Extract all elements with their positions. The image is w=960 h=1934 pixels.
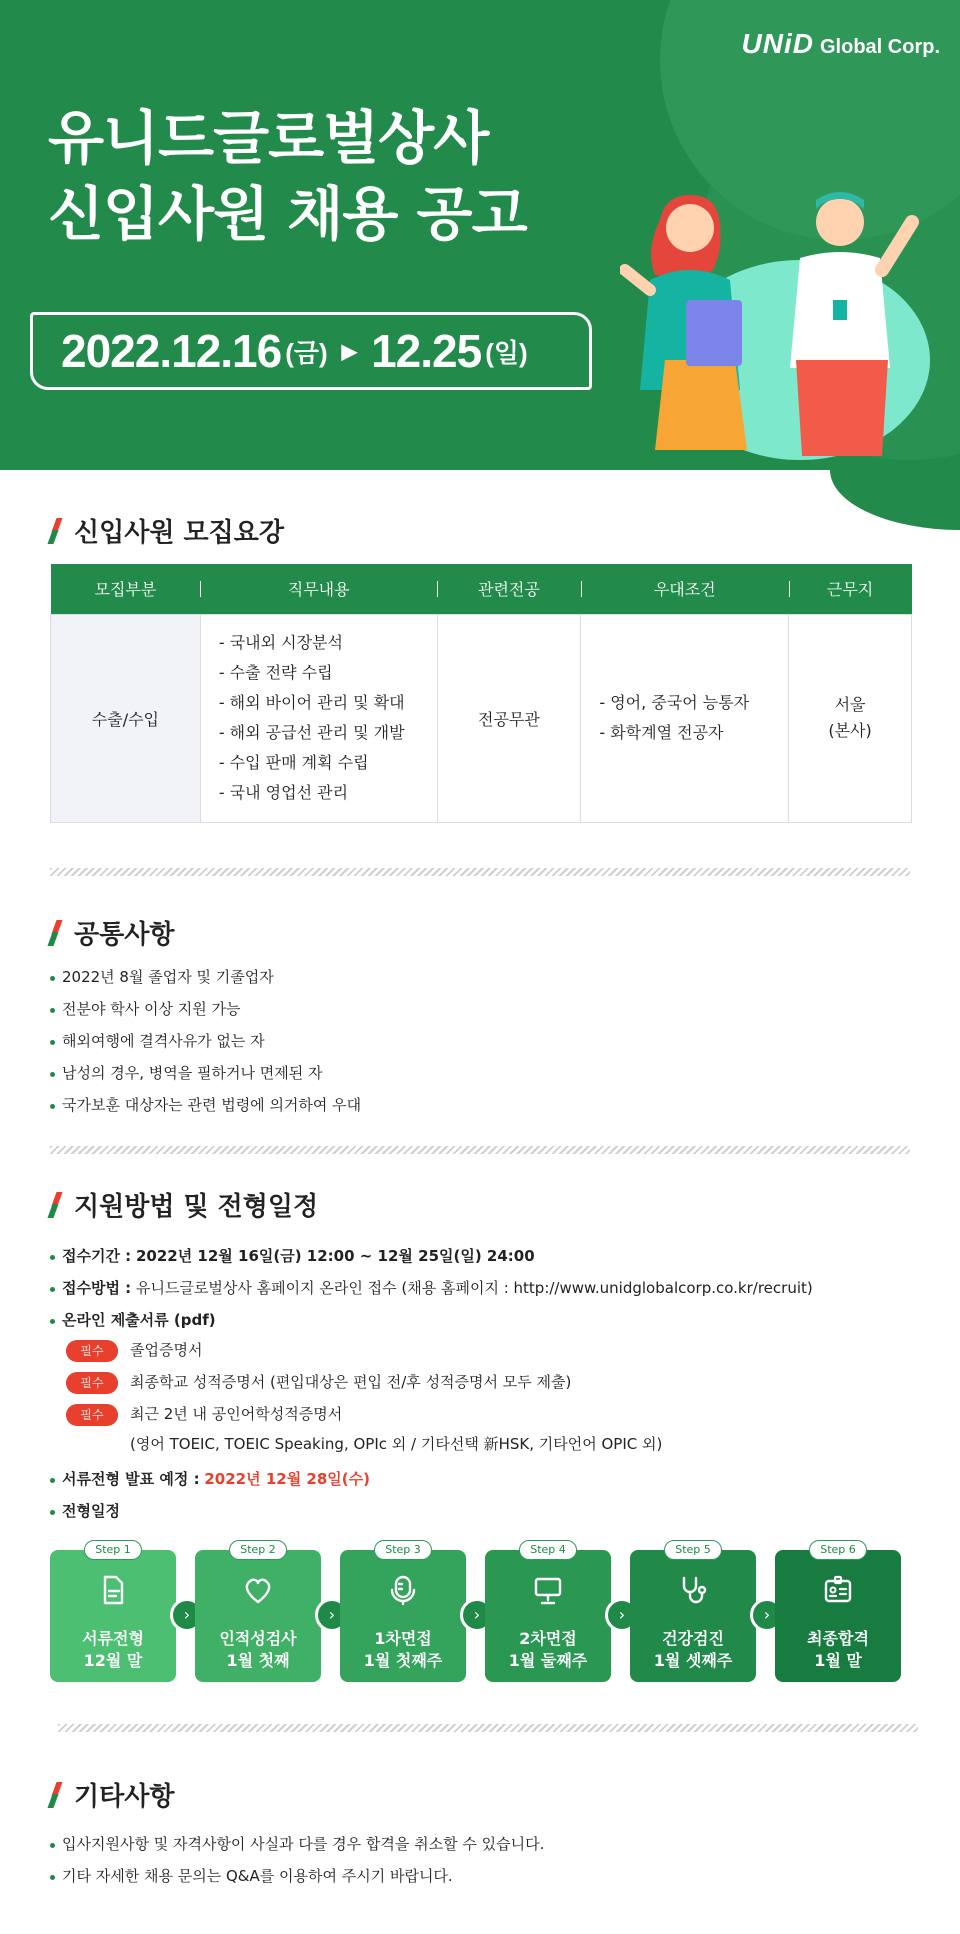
duty-item: - 해외 바이어 관리 및 확대 bbox=[218, 693, 405, 712]
process-step bbox=[775, 1543, 901, 1682]
table-header: 모집부분 bbox=[51, 564, 201, 614]
presentation-icon bbox=[532, 1574, 564, 1606]
step-name: 2차면접 bbox=[519, 1629, 577, 1648]
section-mark-icon bbox=[50, 1782, 62, 1808]
process-step bbox=[340, 1543, 466, 1682]
step-when: 1월 말 bbox=[814, 1651, 862, 1670]
required-badge: 필수 bbox=[66, 1340, 118, 1362]
section-title-recruit bbox=[50, 512, 284, 549]
section-title-text: 공통사항 bbox=[74, 920, 175, 950]
schedule-heading bbox=[50, 1495, 370, 1527]
logo-brand: UNiD bbox=[741, 28, 814, 59]
section-title-text: 신입사원 모집요강 bbox=[74, 518, 284, 548]
doc-name: 최근 2년 내 공인어학성적증명서 bbox=[130, 1405, 343, 1423]
table-header: 관련전공 bbox=[437, 564, 581, 614]
hero-banner bbox=[0, 0, 960, 470]
list-item: 해외여행에 결격사유가 없는 자 bbox=[50, 1025, 361, 1057]
cell-location bbox=[789, 614, 912, 822]
cell-duties bbox=[200, 614, 437, 822]
location-line-2: (본사) bbox=[828, 721, 872, 740]
section-mark-icon bbox=[50, 920, 62, 946]
step-when: 1월 첫째 bbox=[226, 1651, 290, 1670]
microphone-icon bbox=[387, 1574, 419, 1606]
step-name: 인적성검사 bbox=[219, 1629, 297, 1648]
section-title-apply bbox=[50, 1186, 318, 1223]
cell-preferences bbox=[581, 614, 789, 822]
table-header: 직무내용 bbox=[200, 564, 437, 614]
period-label: 접수기간 : bbox=[62, 1247, 132, 1265]
apply-period bbox=[50, 1240, 813, 1272]
preference-item: - 영어, 중국어 능통자 bbox=[599, 693, 750, 712]
announce-date bbox=[50, 1463, 370, 1495]
announce-value: 2022년 12월 28일(수) bbox=[204, 1470, 370, 1488]
duty-item: - 국내 영업선 관리 bbox=[218, 783, 349, 802]
step-name: 최종합격 bbox=[807, 1629, 869, 1648]
chevron-right-icon: › bbox=[605, 1598, 639, 1632]
section-title-text: 기타사항 bbox=[74, 1782, 175, 1812]
employees-illustration-icon bbox=[620, 180, 940, 460]
cell-major: 전공무관 bbox=[437, 614, 581, 822]
section-title-etc bbox=[50, 1776, 174, 1813]
chevron-right-icon: › bbox=[170, 1598, 204, 1632]
step-when: 1월 첫째주 bbox=[363, 1651, 443, 1670]
docs-heading bbox=[50, 1304, 813, 1336]
docs-note: (영어 TOEIC, TOEIC Speaking, OPIc 외 / 기타선택 新HSK, 기타언어 OPIC 외) bbox=[130, 1435, 663, 1453]
step-name: 건강검진 bbox=[662, 1629, 724, 1648]
step-tag: Step 2 bbox=[229, 1540, 287, 1560]
etc-notes-list bbox=[50, 1828, 544, 1892]
date-end: 12.25 bbox=[371, 325, 482, 377]
step-when: 1월 둘째주 bbox=[508, 1651, 588, 1670]
step-when: 1월 셋째주 bbox=[653, 1651, 733, 1670]
list-item: 전분야 학사 이상 지원 가능 bbox=[50, 993, 361, 1025]
duty-item: - 해외 공급선 관리 및 개발 bbox=[218, 723, 405, 742]
step-tag: Step 6 bbox=[809, 1540, 867, 1560]
date-start-day: (금) bbox=[285, 337, 328, 368]
step-tag: Step 3 bbox=[374, 1540, 432, 1560]
chevron-right-icon: › bbox=[315, 1598, 349, 1632]
title-line-2: 신입사원 채용 공고 bbox=[48, 180, 527, 248]
section-divider bbox=[58, 1724, 918, 1732]
recruit-period-box bbox=[30, 312, 592, 390]
section-divider bbox=[50, 1146, 910, 1154]
logo-suffix: Global Corp. bbox=[820, 36, 940, 58]
process-step bbox=[630, 1543, 756, 1682]
step-name: 1차면접 bbox=[374, 1629, 432, 1648]
location-line-1: 서울 bbox=[834, 695, 866, 714]
step-tag: Step 4 bbox=[519, 1540, 577, 1560]
step-name: 서류전형 bbox=[82, 1629, 144, 1648]
title-line-1: 유니드글로벌상사 bbox=[48, 104, 489, 172]
process-steps bbox=[50, 1543, 910, 1684]
table-row bbox=[51, 614, 912, 822]
table-header: 근무지 bbox=[789, 564, 912, 614]
stethoscope-icon bbox=[677, 1574, 709, 1606]
list-item: 남성의 경우, 병역을 필하거나 면제된 자 bbox=[50, 1057, 361, 1089]
duty-item: - 수출 전략 수립 bbox=[218, 663, 333, 682]
id-card-icon bbox=[822, 1574, 854, 1606]
duty-item: - 국내외 시장분석 bbox=[218, 633, 343, 652]
doc-item bbox=[66, 1334, 662, 1366]
common-requirements-list bbox=[50, 961, 361, 1121]
section-mark-icon bbox=[50, 1192, 62, 1218]
doc-name: 최종학교 성적증명서 (편입대상은 편입 전/후 성적증명서 모두 제출) bbox=[130, 1373, 572, 1391]
docs-label: 온라인 제출서류 (pdf) bbox=[62, 1311, 216, 1329]
step-when: 12월 말 bbox=[83, 1651, 143, 1670]
list-item: 2022년 8월 졸업자 및 기졸업자 bbox=[50, 961, 361, 993]
method-label: 접수방법 : bbox=[62, 1279, 132, 1297]
table-header: 우대조건 bbox=[581, 564, 789, 614]
cell-division: 수출/수입 bbox=[51, 614, 201, 822]
apply-method bbox=[50, 1272, 813, 1304]
step-tag: Step 1 bbox=[84, 1540, 142, 1560]
doc-name: 졸업증명서 bbox=[130, 1341, 203, 1359]
play-arrow-icon: ▶ bbox=[341, 340, 358, 363]
doc-item bbox=[66, 1366, 662, 1398]
page-title bbox=[48, 100, 527, 252]
chevron-right-icon: › bbox=[750, 1598, 784, 1632]
announce-label: 서류전형 발표 예정 : bbox=[62, 1470, 200, 1488]
method-value: 유니드글로벌상사 홈페이지 온라인 접수 (채용 홈페이지 : http://www.unidglobalcorp.co.kr/recruit) bbox=[135, 1279, 813, 1297]
duty-item: - 수입 판매 계획 수립 bbox=[218, 753, 369, 772]
document-icon bbox=[97, 1574, 129, 1606]
step-tag: Step 5 bbox=[664, 1540, 722, 1560]
list-item: 입사지원사항 및 자격사항이 사실과 다를 경우 합격을 취소할 수 있습니다. bbox=[50, 1828, 544, 1860]
required-docs-list bbox=[66, 1334, 662, 1460]
section-title-common bbox=[50, 914, 174, 951]
chevron-right-icon: › bbox=[460, 1598, 494, 1632]
list-item: 국가보훈 대상자는 관련 법령에 의거하여 우대 bbox=[50, 1089, 361, 1121]
company-logo bbox=[742, 28, 940, 60]
recruit-table bbox=[50, 564, 912, 823]
date-start: 2022.12.16 bbox=[61, 325, 282, 377]
schedule-label: 전형일정 bbox=[62, 1502, 120, 1520]
process-step bbox=[485, 1543, 611, 1682]
doc-item bbox=[66, 1398, 662, 1430]
section-mark-icon bbox=[50, 518, 62, 544]
heart-icon bbox=[242, 1574, 274, 1606]
date-end-day: (일) bbox=[485, 337, 528, 368]
schedule-info bbox=[50, 1463, 370, 1527]
list-item: 기타 자세한 채용 문의는 Q&A를 이용하여 주시기 바랍니다. bbox=[50, 1860, 544, 1892]
period-value: 2022년 12월 16일(금) 12:00 ~ 12월 25일(일) 24:00 bbox=[135, 1247, 535, 1265]
section-divider bbox=[50, 868, 910, 876]
apply-info bbox=[50, 1240, 813, 1336]
required-badge: 필수 bbox=[66, 1372, 118, 1394]
process-step bbox=[50, 1543, 176, 1682]
required-badge: 필수 bbox=[66, 1404, 118, 1426]
process-step bbox=[195, 1543, 321, 1682]
preference-item: - 화학계열 전공자 bbox=[599, 723, 724, 742]
table-header-row bbox=[51, 564, 912, 614]
hero-curve bbox=[830, 470, 960, 530]
section-title-text: 지원방법 및 전형일정 bbox=[74, 1192, 319, 1222]
